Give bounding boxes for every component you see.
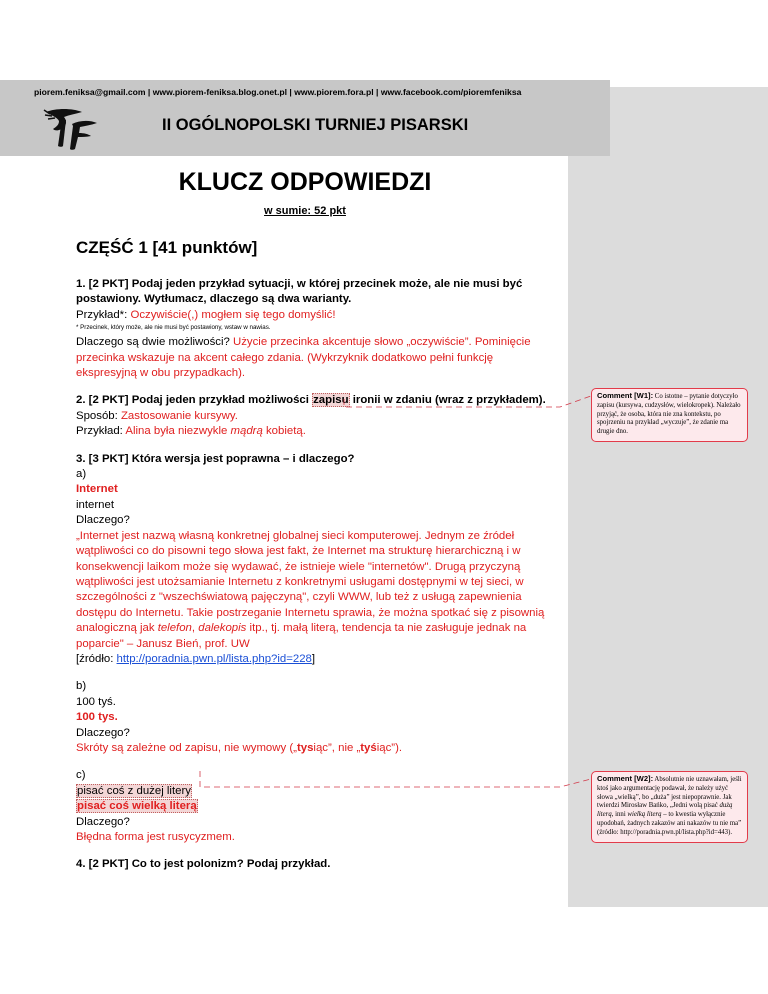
comment-w1[interactable]: Comment [W1]: Co istotne – pytanie dotyczyło zapisu (kursywa, cudzysłów, wielokropek). Należało przyjąć, że osoba, która nie zna kontekstu, po spojrzeniu na przykład „wyczuje”, że zdanie ma drugie dno. [591, 388, 748, 442]
q3a-source: [źródło: http://poradnia.pwn.pl/lista.php?id=228] [76, 652, 316, 665]
q3c-why: Dlaczego? [76, 815, 130, 828]
comment-anchor-w1[interactable]: zapisu [313, 394, 349, 407]
question-1: 1. [2 PKT] Podaj jeden przykład sytuacji, w której przecinek może, ale nie musi być postawiony. Wytłumacz, dlaczego są dwa warianty. [76, 278, 523, 306]
q3a-wrong: internet [76, 498, 114, 511]
q3c-label: c) [76, 769, 86, 782]
q3b-why: Dlaczego? [76, 726, 130, 739]
q1-explanation: Dlaczego są dwie możliwości? Użycie przecinka akcentuje słowo „oczywiście”. Pominięcie przecinka wskazuje na akcent całego zdania. (Wykrzyknik dodatkowo pełni funkcję ekspresyjną w obu przypadkach). [76, 336, 531, 380]
question-2: 2. [2 PKT] Podaj jeden przykład możliwości zapisu ironii w zdaniu (wraz z przykładem). [76, 394, 546, 407]
q3a-label: a) [76, 468, 87, 481]
q2-example: Przykład: Alina była niezwykle mądrą kobietą. [76, 425, 306, 438]
q1-footnote: * Przecinek, który może, ale nie musi być postawiony, wstaw w nawias. [76, 324, 271, 332]
total-points: w sumie: 52 pkt [264, 205, 346, 217]
q3c-correct: pisać coś wielką literą [77, 800, 197, 813]
q3c-explanation: Błędna forma jest rusycyzmem. [76, 831, 235, 843]
page-title: KLUCZ ODPOWIEDZI [178, 168, 432, 196]
q3a-correct: Internet [76, 483, 118, 496]
q3b-explanation: Skróty są zależne od zapisu, nie wymowy („tysiąc”, nie „tyśiąc”). [76, 741, 403, 754]
source-link[interactable]: http://poradnia.pwn.pl/lista.php?id=228 [116, 652, 312, 665]
q1-example: Przykład*: Oczywiście(,) mogłem się tego domyślić! [76, 308, 336, 321]
section-heading: CZĘŚĆ 1 [41 punktów] [76, 238, 258, 257]
tournament-title: II OGÓLNOPOLSKI TURNIEJ PISARSKI [162, 116, 469, 134]
q3a-quote: „Internet jest nazwą własną konkretnej globalnej sieci komputerowej. Jednym ze źródeł wątpliwości co do pisowni tego słowa jest fakt, że Internet ma strukturę hierarchiczną i w konsekwencji laikom może się wydawać, że istnieje wiele "internetów". Drugą przyczyną wątpliwości jest utożsamianie Internetu z konkretnymi usługami dostępnymi w tej sieci, w szczególności z "wszechświatową pajęczyną", czyli WWW, lub też z usługą zapewnienia dostępu do Internetu. Takie postrzeganie Internetu sprawia, że można spotkać się z pisownią analogiczną jak telefon, dalekopis itp., tj. małą literą, tendencja ta nie zasługuje jednak na poparcie" – Janusz Bień, prof. UW [76, 529, 545, 650]
comment-w2[interactable]: Comment [W2]: Absolutnie nie uznawałam, jeśli ktoś jako argumentację podawał, że należy użyć słowa „wielką”, bo „duża” jest niepoprawnie. Jak twierdzi Mirosław Bańko, „Jedni wolą pisać dużą literą, inni wielką literą – to kwestia wyłącznie upodobań, żadnych zakazów ani nakazów tu nie ma” (źródło: http://poradnia.pwn.pl/lista.php?id=443). [591, 771, 748, 843]
q3a-why: Dlaczego? [76, 514, 130, 527]
contact-line: piorem.feniksa@gmail.com | www.piorem-feniksa.blog.onet.pl | www.piorem.fora.pl | www.facebook.com/pioremfeniksa [34, 87, 522, 97]
comment-anchor-w2[interactable]: pisać coś z dużej litery [77, 784, 191, 797]
q3b-correct: 100 tys. [76, 711, 118, 724]
q3b-wrong: 100 tyś. [76, 695, 116, 708]
q2-method: Sposób: Zastosowanie kursywy. [76, 409, 238, 422]
question-3: 3. [3 PKT] Która wersja jest poprawna – i dlaczego? [76, 452, 355, 465]
q3b-label: b) [76, 680, 87, 693]
question-4: 4. [2 PKT] Co to jest polonizm? Podaj przykład. [76, 858, 331, 871]
